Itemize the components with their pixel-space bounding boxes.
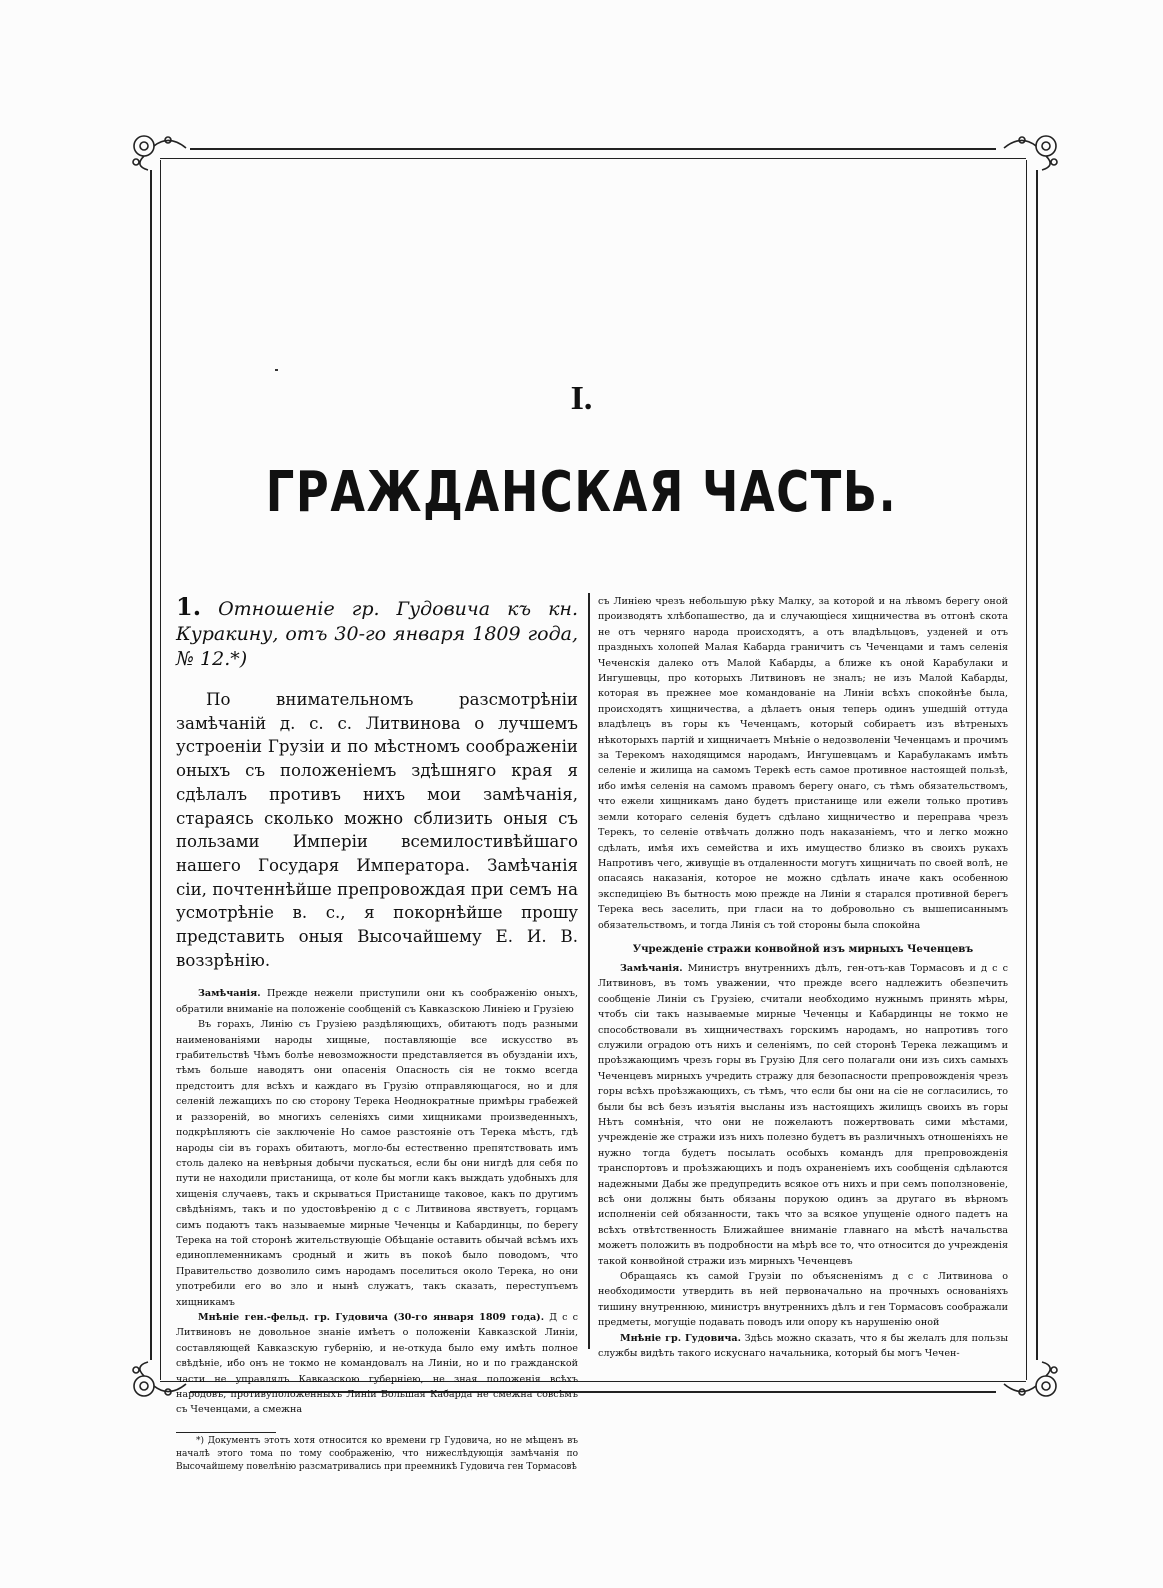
gudovich-opinion-label: Мнѣнiе ген.-фельд. гр. Гудовича (30-го января 1809 года).: [198, 1311, 545, 1323]
footnote: *) Документъ этотъ хотя относится ко времени гр Гудовича, но не мѣщенъ въ началѣ этого тома по тому соображенiю, что нижеслѣдующiя замѣчанiя по Высочайшему повелѣнiю разсматривались при преемникѣ Гудовича ген Тормасовѣ: [176, 1435, 578, 1472]
section-title: ГРАЖДАНСКАЯ ЧАСТЬ.: [265, 460, 898, 525]
remarks-label: Замѣчанiя.: [198, 988, 261, 1000]
corner-ornament-top-left: [124, 126, 190, 172]
gudovich-opinion-text: Д с с Литвиновъ не довольное знанiе имѣетъ о положенiи Кавказской Линiи, составляющей Кавказскую губернiю, и не-откуда было ему имѣть полное свѣдѣнiе, ибо онъ не токмо не командовалъ на Линiи, но и по гражданской части не управлялъ Кавказскою губернiею, не зная положенiя всѣхъ народовъ, противуположенныхъ Линiи Большая Кабарда не смежна совсѣмъ съ Чеченцами, а смежна: [176, 1311, 578, 1416]
gudovich-opinion-2-text: Здѣсь можно сказать, что я бы желалъ для пользы службы видѣть такого искуснаго начальника, который бы могъ Чечен-: [598, 1332, 1008, 1360]
stray-ink-mark: [275, 369, 278, 371]
gudovich-opinion-paragraph: [176, 1310, 578, 1418]
gudovich-opinion-2-label: Мнѣнiе гр. Гудовича.: [620, 1332, 741, 1344]
document-number: 1.: [176, 592, 202, 621]
continuation-paragraph: съ Линiею чрезъ небольшую рѣку Малку, за которой и на лѣвомъ берегу оной производятъ хлѣбопашество, да и случающiеся хищничества въ отгонѣ скота не отъ черняго народа происходятъ, а отъ владѣльцовъ, узденей и отъ праздныхъ холопей Малая Кабарда граничитъ съ Чеченцами и тамъ селенiя Чеченскiя далеко отъ Малой Кабарды, а ближе къ оной Карабулаки и Ингушевцы, про которыхъ Литвиновъ не зналъ; не изъ Малой Кабарды, которая въ прежнее мое командованiе на Линiи всѣхъ спокойнѣе была, происходятъ хищничества, а дѣлаетъ оныя теперь одинъ ушедшiй оттуда владѣлецъ въ горы къ Чеченцамъ, который собираетъ изъ вѣтреныхъ нѣкоторыхъ партiй и хищничаетъ Мнѣнiе о недозволенiи Чеченцамъ и прочимъ за Терекомъ находящимся народамъ, Ингушевцамъ и Карабулакамъ имѣть селенiе и жилища на самомъ Терекѣ есть самое противное настоящей пользѣ, ибо имѣя селенiя на самомъ правомъ берегу онаго, съ тѣмъ обязательствомъ, что ежели хищникамъ дано будетъ пристанище или ежели только противъ земли котораго селенiя будетъ сдѣлано хищничество и переправа чрезъ Терекъ, то селенiе отвѣчать должно подъ наказанiемъ, что и легко можно сдѣлать, имѣя ихъ семейства и ихъ имущество близко въ своихъ рукахъ Напротивъ чего, живущiе въ отдаленности могутъ хищничать по своей волѣ, не опасаясь наказанiя, которое не можно сдѣлать иначе какъ особенною экспедицiею Въ бытность мою прежде на Линiи я старался противной берегъ Терека весь заселить, при гласи на то добровольно съ вышеписаннымъ обязательствомъ, и тогда Линiя съ той стороны была спокойна: [598, 596, 1008, 931]
frame-right-line: [1036, 170, 1038, 1360]
frame-top-line: [190, 148, 996, 150]
gudovich-opinion-2-paragraph: [598, 1331, 1008, 1362]
frame-right-inner-line: [1026, 160, 1027, 1380]
convoy-remarks-label: Замѣчанiя.: [620, 962, 683, 974]
remarks-paragraph: [176, 986, 578, 1017]
frame-left-inner-line: [160, 160, 161, 1380]
subsection-heading: Учрежденiе стражи конвойной изъ мирныхъ Чеченцевъ: [632, 942, 974, 955]
column-divider: [588, 593, 590, 1349]
georgia-paragraph: Обращаясь къ самой Грузiи по объясненiямъ д с с Литвинова о необходимости утвердить въ ней первоначально на прочныхъ основанiяхъ тишину внутреннюю, министръ внутреннихъ дѣлъ и ген Тормасовъ соображали предметы, могущiе подавать поводъ или опору къ нарушенiю оной: [598, 1271, 1008, 1329]
convoy-remarks-paragraph: [598, 961, 1008, 1269]
footnote-rule: [176, 1432, 276, 1433]
mountains-paragraph: Въ горахъ, Линiю съ Грузiею раздѣляющихъ, обитаютъ подъ разными наименованiями народы хищные, поставляющiе все искусство въ грабительствѣ Чѣмъ болѣе невозможности представляется въ обузданiи ихъ, тѣмъ больше наводятъ они опасенiя Опасность сiя не токмо всегда предстоитъ для всѣхъ и каждаго въ Грузiю отправляющагося, но и для селенiй лежащихъ по сю сторону Терека Неоднократные примѣры грабежей и раззоренiй, во многихъ селенiяхъ сими хищниками произведенныхъ, подкрѣпляютъ сiе заключенiе Но самое разстоянiе отъ Терека мѣстъ, гдѣ народы сiи въ горахъ обитаютъ, могло-бы естественно препятствовать имъ столь далеко на невѣрныя добычи пускаться, если бы они нигдѣ для себя по пути не находили пристанища, от коле бы могли какъ выждать удобныхъ для хищенiя случаевъ, такъ и скрываться Пристанище таковое, какъ по другимъ свѣдѣнiямъ, такъ и по удостовѣренiю д с с Литвинова явствуетъ, горцамъ симъ подаютъ такъ называемые мирные Чеченцы и Кабардинцы, по берегу Терека на той сторонѣ жительствующiе Обѣщанiе оставить обычай всѣмъ ихъ единоплеменникамъ сродный и жить въ покоѣ было поводомъ, что Правительство дозволило симъ народамъ поселиться около Терека, но они употребили его во зло и нынѣ служатъ, такъ сказать, переступъемъ хищникамъ: [176, 1019, 578, 1308]
section-numeral: I.: [570, 380, 593, 417]
corner-ornament-top-right: [1000, 126, 1066, 172]
remarks-text: Прежде нежели приступили они къ соображенiю оныхъ, обратили вниманiе на положенiе сообщенiй съ Кавказскою Линiею и Грузiею: [176, 988, 578, 1015]
frame-left-line: [150, 170, 152, 1360]
document-heading: [176, 594, 578, 672]
corner-ornament-bottom-right: [1000, 1360, 1066, 1406]
convoy-remarks-text: Министръ внутреннихъ дѣлъ, ген-отъ-кав Тормасовъ и д с с Литвиновъ, въ томъ уважении, что прежде всего надлежитъ обезпечить сообщенiе Линiи съ Грузiею, считали необходимо нужнымъ принять мѣры, чтобъ сiи такъ называемые мирные Чеченцы и Кабардинцы не токмо не способствовали въ хищничествахъ горскимъ народамъ, но напротивъ того служили оградою отъ нихъ и селенiямъ, по сей сторонѣ Терека лежащимъ и проѣзжающимъ чрезъ горы въ Грузiю Для сего полагали они изъ сихъ самыхъ Чеченцевъ мирныхъ учредить стражу для безопасности препровожденiя чрезъ горы всѣхъ проѣзжающихъ, съ тѣмъ, что если бы они на сiе не согласились, то были бы всѣ безъ изъятiя высланы изъ настоящихъ жилищъ своихъ въ горы Нѣтъ сомнѣнiя, что они не пожелаютъ пожертвовать сими мѣстами, учрежденiе же стражи изъ нихъ полезно будетъ въ различныхъ отношенiяхъ не нужно тогда будетъ посылать особыхъ командъ для препровожденiя транспортовъ и проѣзжающихъ и подъ охраненiемъ ихъ сообщенiя сдѣлаются надежными Дабы же предупредить всякое отъ нихъ и при семъ поползновенiе, всѣ они должны быть обязаны порукою одинъ за другаго въ вѣрномъ исполненiи сей обязанности, такъ что за всякое упущенiе одного падетъ на всѣхъ отвѣтственность Ближайшее вниманiе главнаго на мѣстѣ начальства можетъ положить въ подробности на мѣрѣ все то, что относится до учрежденiя такой конвойной стражи изъ мирныхъ Чеченцевъ: [598, 962, 1008, 1267]
frame-top-inner-line: [160, 158, 1026, 159]
document-heading-text: Отношенiе гр. Гудовича къ кн. Куракину, отъ 30-го января 1809 года, № 12.*): [176, 598, 578, 670]
right-column: [598, 594, 1008, 1360]
lead-paragraph: По внимательномъ разсмотрѣнiи замѣчанiй д. с. с. Литвинова о лучшемъ устроенiи Грузiи и по мѣстномъ соображенiи оныхъ съ положенiемъ здѣшняго края я сдѣлалъ противъ нихъ мои замѣчанiя, стараясь сколько можно сблизить оныя съ пользами Имперiи всемилостивѣйшаго нашего Государя Императора. Замѣчанiя сiи, почтеннѣйше препровождая при семъ на усмотрѣнiе в. с., я покорнѣйше прошу представить оныя Высочайшему Е. И. В. воззрѣнiю.: [176, 690, 578, 970]
left-column: [176, 592, 578, 1472]
